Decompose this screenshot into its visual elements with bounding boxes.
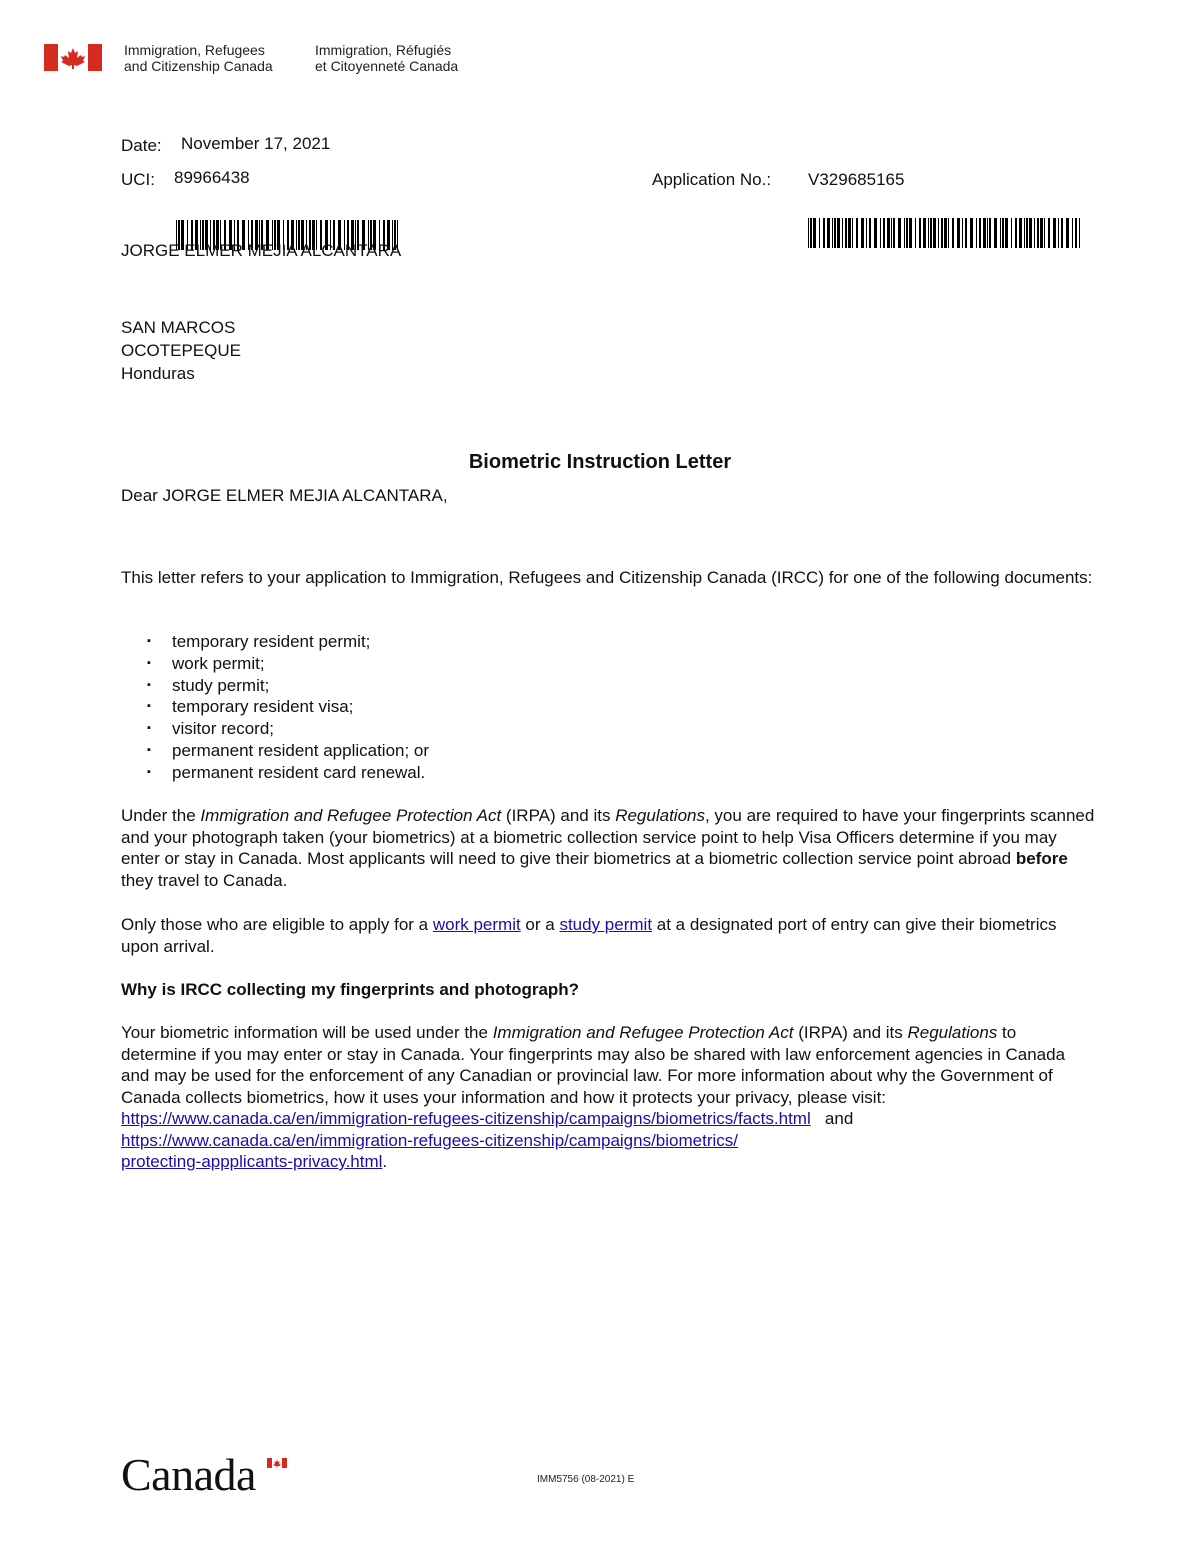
barcode-bar — [813, 218, 816, 248]
barcode-bar — [957, 218, 960, 248]
dept-en-line2: and Citizenship Canada — [124, 58, 273, 74]
link-connector-and: and — [810, 1109, 854, 1128]
application-number-label: Application No.: — [652, 170, 772, 189]
p4-regulations: Regulations — [907, 1023, 998, 1042]
barcode-bar — [1075, 218, 1077, 248]
barcode-bar — [1005, 218, 1008, 248]
barcode-bar — [891, 218, 892, 248]
barcode-bar — [883, 218, 885, 248]
dept-fr-line1: Immigration, Réfugiés — [315, 42, 452, 58]
address-line-2: OCOTEPEQUE — [121, 341, 241, 360]
salutation — [121, 486, 448, 506]
barcode-bar — [989, 218, 991, 248]
barcode-bar — [948, 218, 949, 248]
p2-before-emphasis: before — [1015, 849, 1068, 868]
p2-text-a: Under the — [121, 806, 201, 825]
p3-text-b: or a — [520, 915, 560, 934]
intro-text: This letter refers to your application to Immigration, Refugees and Citizenship Canada (IRCC) for one of the following documents: — [121, 568, 1093, 587]
barcode-bar — [880, 218, 881, 248]
barcode-bar — [1048, 218, 1050, 248]
barcode-bar — [979, 218, 981, 248]
date-label: Date: — [121, 136, 162, 155]
documents-list — [121, 631, 1096, 784]
p4-act-name: Immigration and Refugee Protection Act — [492, 1023, 794, 1042]
list-item: ▪ study permit; — [121, 675, 1096, 697]
barcode-bar — [869, 218, 871, 248]
barcode-bar — [837, 218, 840, 248]
p2-text-c: , you are required to have your fingerprints scanned and your photograph taken (your biometrics) at a biometric collection service point to help Visa Officers determine if you may enter or stay in Canada. Most applicants will need to give their biometrics at a biometric collection service point abroad — [121, 806, 1095, 868]
barcode-bar — [909, 218, 912, 248]
barcode-bar — [994, 218, 997, 248]
list-item: ▪ visitor record; — [121, 718, 1096, 740]
barcode-bar — [941, 218, 943, 248]
barcode-bar — [965, 218, 967, 248]
salutation-label: Dear — [121, 486, 158, 505]
study-permit-link[interactable]: study permit — [559, 915, 653, 934]
canada-wordmark: Canada — [121, 1449, 256, 1500]
p2-regulations: Regulations — [615, 806, 705, 825]
barcode-application — [808, 218, 1080, 248]
eligibility-paragraph — [121, 914, 1096, 957]
barcode-bar — [1024, 218, 1025, 248]
address-line-1: SAN MARCOS — [121, 318, 236, 337]
irpa-paragraph — [121, 805, 1096, 891]
barcode-bar — [1029, 218, 1032, 248]
barcode-bar — [848, 218, 851, 248]
p3-text-c: at a designated port of entry can give their biometrics upon arrival. — [121, 915, 1057, 956]
form-number: IMM5756 (08-2021) E — [537, 1474, 635, 1485]
barcode-bar — [1037, 218, 1039, 248]
barcode-bar — [834, 218, 836, 248]
barcode-bar — [1011, 218, 1012, 248]
barcode-bar — [970, 218, 973, 248]
barcode-bar — [987, 218, 988, 248]
application-number-value: V329685165 — [808, 170, 905, 189]
list-item: ▪ permanent resident application; or — [121, 740, 1096, 762]
barcode-bar — [852, 218, 853, 248]
barcode-bar — [944, 218, 947, 248]
list-item: ▪ temporary resident permit; — [121, 631, 1096, 653]
list-item: ▪ temporary resident visa; — [121, 696, 1096, 718]
barcode-bar — [1040, 218, 1043, 248]
salutation-name: JORGE ELMER MEJIA ALCANTARA, — [162, 486, 448, 505]
department-name-english — [124, 42, 273, 74]
section-question-heading: Why is IRCC collecting my fingerprints and photograph? — [121, 980, 580, 999]
barcode-bar — [919, 218, 921, 248]
barcode-bar — [1072, 218, 1073, 248]
wordmark-flag-icon — [267, 1458, 287, 1468]
barcode-bar — [1000, 218, 1001, 248]
barcode-bar — [827, 218, 830, 248]
barcode-bar — [928, 218, 929, 248]
list-item: ▪ work permit; — [121, 653, 1096, 675]
barcode-bar — [842, 218, 843, 248]
barcode-bar — [1034, 218, 1035, 248]
link-period: . — [382, 1152, 388, 1171]
uci-value: 89966438 — [174, 168, 250, 187]
dept-fr-line2: et Citoyenneté Canada — [315, 58, 459, 74]
list-item: ▪ permanent resident card renewal. — [121, 762, 1096, 784]
barcode-bar — [938, 218, 939, 248]
barcode-bar — [819, 218, 820, 248]
p2-text-b: (IRPA) and its — [501, 806, 616, 825]
barcode-bar — [887, 218, 890, 248]
barcode-bar — [983, 218, 986, 248]
barcode-bar — [866, 218, 867, 248]
p4-text-c: to determine if you may enter or stay in Canada. Your fingerprints may also be shared with law enforcement agencies in Canada and may be used for the enforcement of any Canadian or provincial law. For more information about why the Government of Canada collects biometrics, how it uses your information and how it protects your privacy, please visit: — [121, 1023, 1066, 1107]
recipient-address — [121, 316, 241, 385]
barcode-bar — [832, 218, 833, 248]
barcode-bar — [915, 218, 916, 248]
barcode-bar — [1026, 218, 1028, 248]
barcode-bar — [810, 218, 812, 248]
barcode-bar — [856, 218, 858, 248]
barcode-bar — [1058, 218, 1059, 248]
uci-label: UCI: — [121, 170, 155, 189]
barcode-bar — [930, 218, 932, 248]
barcode-bar — [952, 218, 954, 248]
canada-flag-icon — [44, 44, 102, 71]
privacy-link-line2[interactable]: protecting-appplicants-privacy.html — [121, 1152, 383, 1171]
barcode-bar — [823, 218, 825, 248]
barcode-bar — [893, 218, 895, 248]
p2-act-name: Immigration and Refugee Protection Act — [200, 806, 502, 825]
address-line-3: Honduras — [121, 364, 195, 383]
barcode-bar — [904, 218, 905, 248]
barcode-bar — [1061, 218, 1063, 248]
barcode-bar — [1066, 218, 1069, 248]
biometrics-usage-paragraph — [121, 1022, 1096, 1173]
privacy-link-line1[interactable]: https://www.canada.ca/en/immigration-refugees-citizenship/campaigns/biometrics/ — [121, 1130, 738, 1150]
p2-text-d: they travel to Canada. — [121, 870, 288, 890]
recipient-name: JORGE ELMER MEJIA ALCANTARA — [121, 241, 402, 260]
barcode-bar — [861, 218, 864, 248]
date-value: November 17, 2021 — [181, 134, 331, 153]
barcode-bar — [1079, 218, 1080, 248]
dept-en-line1: Immigration, Refugees — [124, 42, 265, 58]
department-name-french — [315, 42, 458, 74]
barcode-bar — [874, 218, 877, 248]
barcode-bar — [1015, 218, 1017, 248]
barcode-bar — [1053, 218, 1056, 248]
barcode-bar — [923, 218, 926, 248]
barcode-bar — [898, 218, 901, 248]
letter-title: Biometric Instruction Letter — [468, 451, 732, 473]
work-permit-link[interactable]: work permit — [432, 915, 521, 934]
barcode-bar — [962, 218, 963, 248]
barcode-bar — [1019, 218, 1022, 248]
barcode-bar — [1002, 218, 1004, 248]
p4-text-b: (IRPA) and its — [793, 1023, 908, 1042]
barcode-bar — [933, 218, 936, 248]
p3-text-a: Only those who are eligible to apply for a — [121, 915, 433, 934]
barcode-bar — [906, 218, 908, 248]
barcode-bar — [808, 218, 809, 248]
barcode-bar — [845, 218, 847, 248]
biometrics-facts-link[interactable]: https://www.canada.ca/en/immigration-refugees-citizenship/campaigns/biometrics/facts.html — [121, 1109, 811, 1128]
intro-paragraph — [121, 567, 1096, 589]
barcode-bar — [976, 218, 977, 248]
barcode-bar — [1044, 218, 1045, 248]
p4-text-a: Your biometric information will be used under the — [121, 1023, 493, 1042]
